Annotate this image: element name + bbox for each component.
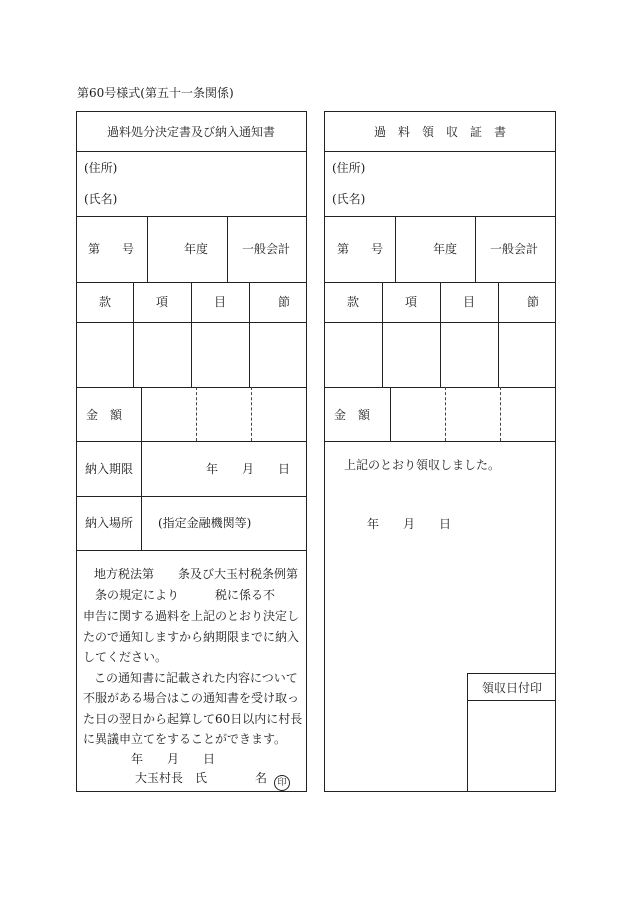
budget-header-moku: 目 — [213, 295, 227, 309]
number-dai: 第 — [88, 242, 101, 256]
receipt-title: 過 料 領 収 証 書 — [373, 125, 507, 139]
place-label: 納入場所 — [85, 516, 134, 530]
place-value: (指定金融機関等) — [158, 516, 252, 530]
notice-line: に異議申立てをすることができます。 — [83, 732, 287, 746]
notice-line: してください。 — [83, 650, 168, 664]
general-account: 一般会計 — [242, 242, 291, 256]
address-label: (住所) — [332, 161, 366, 175]
amount-label: 金 額 — [334, 408, 371, 422]
due-date: 年 月 日 — [206, 462, 291, 476]
seal-mark: 印 — [274, 775, 290, 791]
number-dai: 第 — [337, 242, 350, 256]
received-date: 年 月 日 — [367, 517, 452, 531]
stamp-box-label: 領収日付印 — [481, 681, 543, 695]
budget-header-kan: 款 — [346, 295, 360, 309]
notice-title: 過料処分決定書及び納入通知書 — [106, 125, 276, 139]
notice-line: 不服がある場合はこの通知書を受け取っ — [83, 691, 300, 705]
budget-header-kan: 款 — [98, 295, 112, 309]
notice-line: た日の翌日から起算して60日以内に村長 — [83, 712, 303, 726]
issue-date: 年 月 日 — [131, 752, 216, 766]
name-label: (氏名) — [84, 192, 118, 206]
budget-header-kou: 項 — [155, 295, 169, 309]
general-account: 一般会計 — [490, 242, 539, 256]
address-label: (住所) — [84, 161, 118, 175]
budget-header-kou: 項 — [404, 295, 418, 309]
notice-line: 申告に関する過料を上記のとおり決定し — [83, 609, 300, 623]
number-go: 号 — [122, 242, 135, 256]
received-text: 上記のとおり領収しました。 — [344, 458, 501, 472]
notice-line: この通知書に記載された内容について — [94, 671, 298, 685]
mayor-signature: 大玉村長 氏 名 — [135, 771, 268, 785]
budget-header-setsu: 節 — [526, 295, 540, 309]
fiscal-year: 年度 — [433, 242, 458, 256]
due-label: 納入期限 — [85, 462, 134, 476]
budget-header-setsu: 節 — [277, 295, 291, 309]
amount-label: 金 額 — [86, 408, 123, 422]
budget-header-moku: 目 — [462, 295, 476, 309]
notice-line: たので通知しますから納期限までに納入 — [83, 630, 300, 644]
number-go: 号 — [371, 242, 384, 256]
notice-line: 地方税法第 条及び大玉村税条例第 — [94, 567, 299, 581]
name-label: (氏名) — [332, 192, 366, 206]
notice-line: 条の規定により 税に係る不 — [83, 588, 276, 602]
fiscal-year: 年度 — [184, 242, 209, 256]
form-number: 第60号様式(第五十一条関係) — [77, 86, 234, 100]
notice-panel — [76, 111, 307, 792]
